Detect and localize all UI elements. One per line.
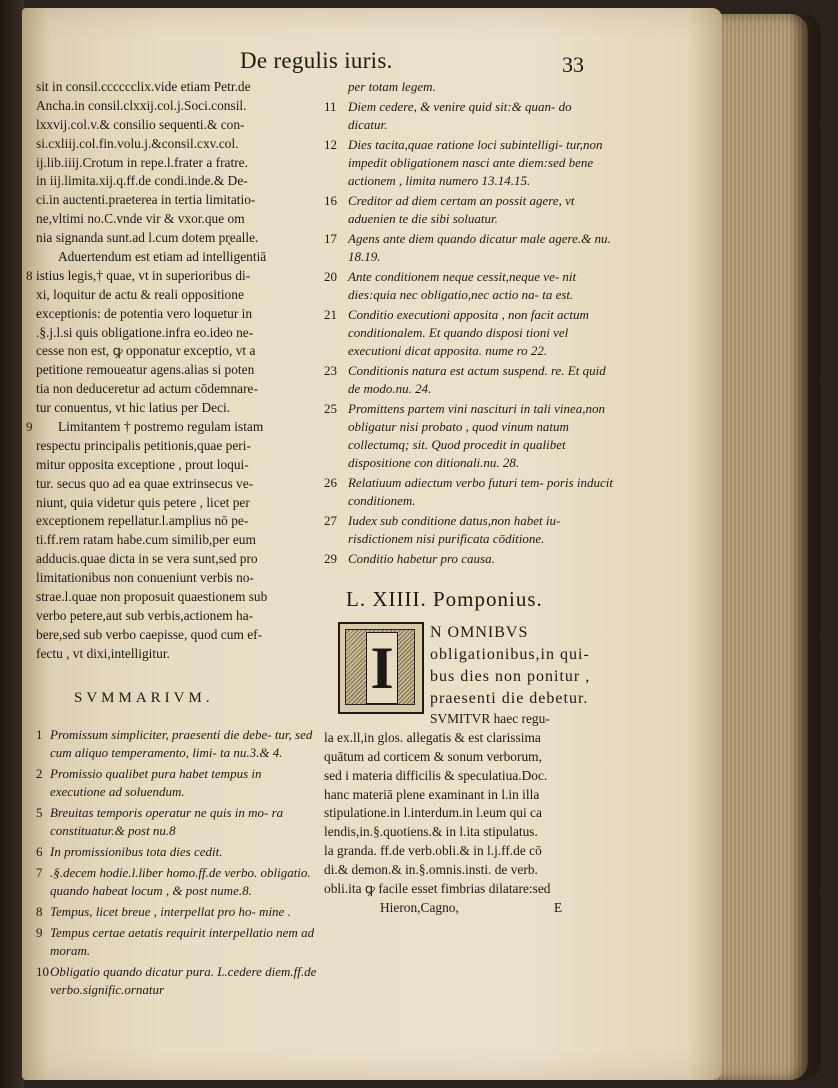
text-line: [36, 531, 320, 550]
commentary-line: lendis,in.§.quotiens.& in l.ita stipulatus.: [324, 824, 538, 840]
book-spine-shadow: [0, 0, 24, 1088]
line-text: cesse non est, ꝙ opponatur exceptio, vt a: [36, 343, 256, 359]
text-line: [36, 569, 320, 588]
summary-text: In promissionibus tota dies cedit.: [50, 843, 223, 859]
law-statement-line: N OMNIBVS: [430, 624, 529, 641]
page-number: 33: [562, 52, 584, 77]
line-text: tur. secus quo ad ea quae extrinsecus ve-: [36, 475, 254, 491]
left-column: [26, 78, 320, 1002]
summary-text: Conditio executioni apposita , non facit actum conditionalem. Et quando disposi tioni vel executioni dicat apposita. nume ro 22.: [348, 307, 589, 358]
summary-item: [36, 843, 320, 861]
summary-text: Tempus, licet breue , interpellat pro ho- mine .: [50, 903, 291, 919]
line-text: ne,vltimi no.C.vnde vir & vxor.que om: [36, 211, 245, 227]
summary-item: [36, 726, 320, 762]
catchword-line: [324, 899, 614, 921]
line-text: exceptionis: de potentia vero loquetur in: [36, 305, 253, 321]
text-line: [36, 456, 320, 475]
summary-number: 1: [36, 726, 43, 742]
line-text: ti.ff.rem ratam habe.cum similib,per eum: [36, 532, 256, 548]
summary-text: Promissio qualibet pura habet tempus in executione ad soluendum.: [50, 765, 262, 799]
text-line: [36, 399, 320, 418]
line-text: petitione remoueatur agens.alias si poten: [36, 362, 255, 378]
summary-number: 6: [36, 843, 43, 859]
summary-number: [324, 78, 348, 96]
line-text: limitationibus non conueniunt verbis no-: [36, 570, 254, 586]
summary-number: 5: [36, 804, 43, 820]
book-edge-shadow: [790, 14, 820, 1080]
summary-number: 8: [36, 903, 43, 919]
line-text: lxxvij.col.v.& consilio sequenti.& con-: [36, 116, 245, 132]
text-line: [26, 418, 320, 437]
text-line: [36, 645, 320, 664]
summary-item: [324, 98, 614, 134]
summary-text: Iudex sub conditione datus,non habet iu- risdictionem nisi purificata cōditione.: [348, 513, 561, 546]
law-statement: [324, 622, 614, 710]
line-text: Limitantem † postremo regulam istam: [58, 419, 264, 435]
summary-text: Conditionis natura est actum suspend. re. Et quid de modo.nu. 24.: [348, 363, 606, 396]
summary-number: 27: [324, 513, 337, 528]
commentary-line: SVMITVR haec regu-: [430, 711, 550, 726]
right-column: [324, 78, 614, 921]
margin-number: 8: [26, 267, 33, 283]
law-statement-line: obligationibus,in qui-: [430, 646, 590, 663]
summary-number: 12: [324, 137, 337, 152]
summary-number: 10: [36, 963, 49, 979]
summary-item: [324, 362, 614, 398]
text-line: [36, 361, 320, 380]
law-statement-line: bus dies non ponitur ,: [430, 668, 591, 685]
summary-item: [324, 474, 614, 510]
summary-text: Dies tacita,quae ratione loci subintelligi- tur,non impedit obligationem nasci ante diem:sed bene actionem , limita numero 13.14.15.: [348, 137, 603, 188]
line-text: sit in consil.cccccclix.vide etiam Petr.de: [36, 79, 251, 94]
line-text: adducis.quae dicta in se vera sunt,sed pro: [36, 551, 258, 567]
line-text: Ancha.in consil.clxxij.col.j.Soci.consil.: [36, 97, 247, 113]
summary-text: Promittens partem vini nascituri in tali vinea,non obligatur nisi probato , quod vinum natum collectumq; sit. Quod procedit in qualibet dispositione con ditionali.nu. 28.: [348, 401, 605, 470]
summary-number: 17: [324, 231, 337, 246]
text-line: [36, 607, 320, 626]
line-text: respectu principalis petitionis,quae peri-: [36, 437, 251, 453]
summary-item: [36, 864, 320, 900]
summary-number: 20: [324, 269, 337, 284]
text-line: [36, 116, 320, 135]
line-text: xi, loquitur de actu & reali oppositione: [36, 286, 244, 302]
line-text: nia signanda sunt.ad l.cum dotem pr̨ealle.: [36, 230, 259, 246]
text-line: [36, 97, 320, 116]
commentary-line: la ex.ll,in glos. allegatis & est clarissima: [324, 729, 541, 745]
text-line: [36, 626, 320, 645]
summary-text: Relatiuum adiectum verbo futuri tem- poris inducit conditionem.: [348, 475, 614, 508]
line-text: tur conuentus, vt hic latius per Deci.: [36, 400, 231, 416]
summary-item: [324, 192, 614, 228]
commentary-line: quātum ad corticem & sonum verborum,: [324, 748, 542, 764]
summary-number: 29: [324, 551, 337, 566]
text-line: [36, 550, 320, 569]
line-text: verbo petere,aut sub verbis,actionem ha-: [36, 607, 254, 623]
summary-item: [324, 230, 614, 266]
summary-item: [324, 78, 614, 96]
summary-heading: SVMMARIVM.: [74, 689, 214, 706]
summary-text: Tempus certae aetatis requirit interpellatio nem ad moram.: [50, 924, 315, 958]
commentary-line: stipulatione.in l.interdum.in l.eum qui ca: [324, 805, 542, 821]
text-line: [36, 494, 320, 513]
summary-number: 7: [36, 864, 43, 880]
text-line: [36, 437, 320, 456]
line-text: bere,sed sub verbo caepisse, quod cum ef-: [36, 626, 263, 642]
signature-mark: E: [554, 899, 563, 915]
summary-number: 11: [324, 99, 337, 114]
summary-number: 26: [324, 475, 337, 490]
line-text: ij.lib.iiij.Crotum in repe.l.frater a fratre.: [36, 154, 248, 170]
line-text: in iij.limita.xij.q.ff.de condi.inde.& De-: [36, 173, 248, 189]
summary-text: Ante conditionem neque cessit,neque ve- nit dies:quia nec obligatio,nec actio na- ta est.: [348, 269, 577, 302]
text-line: [36, 324, 320, 343]
summary-number: 2: [36, 765, 43, 781]
text-line: [36, 210, 320, 229]
summary-item: [36, 765, 320, 801]
line-text: fectu , vt dixi,intelligitur.: [36, 645, 170, 661]
summary-number: 16: [324, 193, 337, 208]
summary-item: [36, 903, 320, 921]
summary-item: [324, 136, 614, 190]
summary-text: Promissum simpliciter, praesenti die debe- tur, sed cum aliquo temperamento, limi- ta nu.3.& 4.: [50, 726, 313, 760]
text-line: [36, 588, 320, 607]
law-heading: L. XIIII. Pomponius.: [346, 587, 543, 611]
line-text: strae.l.quae non proposuit quaestionem sub: [36, 589, 268, 605]
summary-item: [324, 400, 614, 472]
summary-text: per totam legem.: [348, 79, 436, 94]
summary-item: [36, 804, 320, 840]
margin-number: 9: [26, 419, 33, 435]
summary-item: [36, 924, 320, 960]
text-line: [36, 342, 320, 361]
text-line: [26, 267, 320, 286]
commentary-text: [324, 710, 614, 899]
text-line: [36, 154, 320, 173]
summary-item: [324, 512, 614, 548]
line-text: tia non deduceretur ad actum cōdemnare-: [36, 381, 258, 397]
commentary-line: di.& demon.& in.§.omnis.insti. de verb.: [324, 862, 538, 878]
text-line: [36, 229, 320, 248]
line-text: ci.in auctenti.praeterea in tertia limitatio-: [36, 192, 256, 208]
law-text: [324, 622, 614, 921]
catchword: Hieron,Cagno,: [380, 899, 459, 915]
text-line: [36, 380, 320, 399]
summary-text: Agens ante diem quando dicatur male agere.& nu. 18.19.: [348, 231, 611, 264]
left-body-text: [26, 78, 320, 664]
line-text: niunt, quia videtur quis petere , licet per: [36, 494, 250, 510]
text-line: [36, 78, 320, 97]
line-text: .§.j.l.si quis obligatione.infra eo.ideo ne-: [36, 324, 254, 340]
text-line: [36, 135, 320, 154]
line-text: mitur opposita exceptione , prout loqui-: [36, 456, 249, 472]
summary-text: .§.decem hodie.l.liber homo.ff.de verbo. obligatio. quando habeat locum , & post nume.8.: [50, 864, 311, 898]
line-text: istius legis,† quae, vt in superioribus di-: [36, 267, 251, 283]
law-statement-line: praesenti die debetur.: [430, 690, 589, 707]
summary-item: [36, 963, 320, 999]
summary-text: Breuitas temporis operatur ne quis in mo- ra constituatur.& post nu.8: [50, 804, 284, 838]
text-line: [36, 475, 320, 494]
initial-letter: I: [366, 632, 398, 704]
text-line: [36, 512, 320, 531]
commentary-line: sed i materia difficilis & speculatiua.Doc.: [324, 767, 548, 783]
summary-item: [324, 550, 614, 568]
text-line: [36, 305, 320, 324]
summary-text: Conditio habetur pro causa.: [348, 551, 495, 566]
summary-list: [36, 726, 320, 999]
text-line: [36, 248, 320, 267]
line-text: exceptionem repellatur.l.amplius nō pe-: [36, 513, 249, 529]
summary-item: [324, 306, 614, 360]
summary-text: Diem cedere, & venire quid sit:& quan- do dicatur.: [348, 99, 572, 132]
summary-text: Obligatio quando dicatur pura. L.cedere diem.ff.de verbo.signific.ornatur: [50, 963, 317, 997]
running-head: De regulis iuris.: [240, 48, 393, 73]
text-line: [36, 191, 320, 210]
text-line: [36, 172, 320, 191]
summary-list-continued: [324, 78, 614, 568]
commentary-line: la granda. ff.de verb.obli.& in l.j.ff.de cō: [324, 843, 542, 859]
commentary-line: hanc materiā plene examinant in l.in illa: [324, 786, 540, 802]
commentary-line: obli.ita ꝙ facile esset fimbrias dilatare:sed: [324, 881, 551, 897]
summary-item: [324, 268, 614, 304]
line-text: Aduertendum est etiam ad intelligentiā: [58, 249, 267, 265]
summary-number: 23: [324, 363, 337, 378]
line-text: si.cxliij.col.fin.volu.j.&consil.cxv.col.: [36, 135, 239, 151]
summary-number: 25: [324, 401, 337, 416]
summary-number: 21: [324, 307, 337, 322]
summary-text: Creditor ad diem certam an possit agere, vt aduenien te die sibi soluatur.: [348, 193, 575, 226]
summary-number: 9: [36, 924, 43, 940]
text-line: [36, 286, 320, 305]
